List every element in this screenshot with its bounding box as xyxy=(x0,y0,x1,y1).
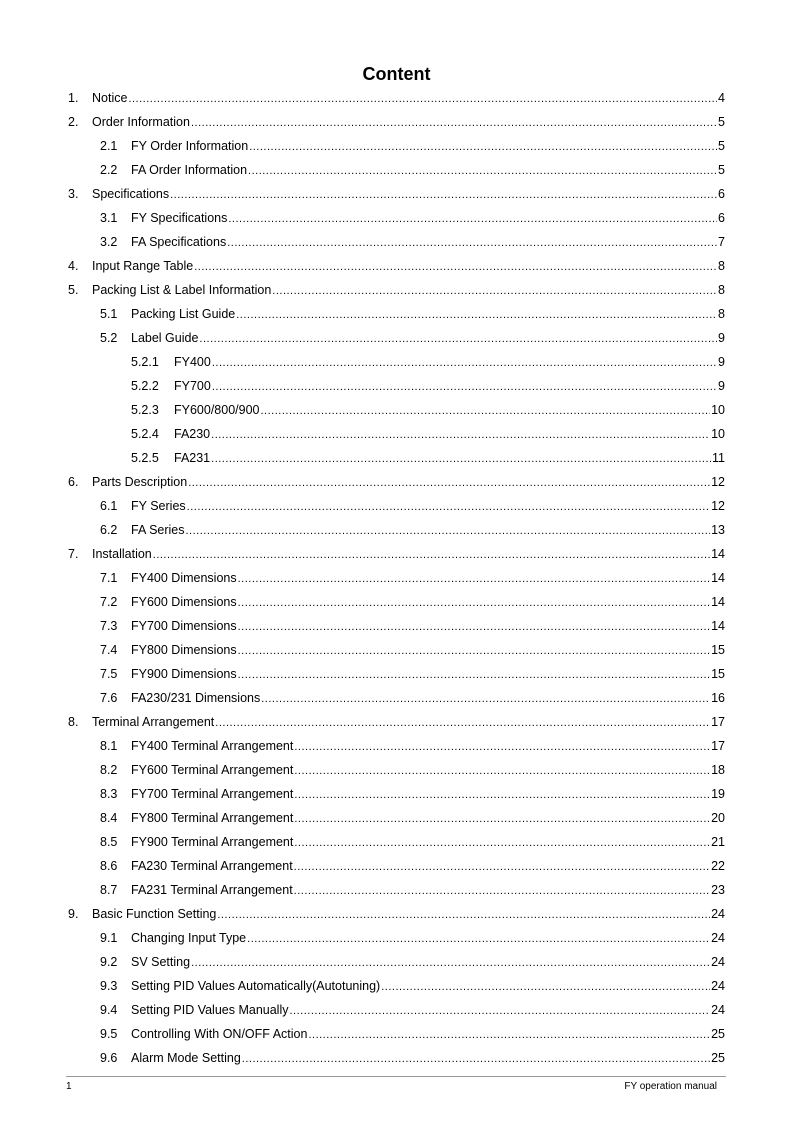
toc-entry-title: Terminal Arrangement xyxy=(92,715,215,729)
toc-entry-page: 6 xyxy=(718,187,725,201)
toc-dot-leader xyxy=(294,788,710,802)
toc-dot-leader xyxy=(294,764,710,778)
toc-entry-title: FY700 xyxy=(174,379,211,393)
toc-entry-title: FY400 Terminal Arrangement xyxy=(131,739,294,753)
toc-entry-number: 9.3 xyxy=(100,979,118,993)
toc-entry[interactable] xyxy=(68,114,725,130)
toc-entry-title: FY600 Terminal Arrangement xyxy=(131,763,294,777)
toc-entry-title: Specifications xyxy=(92,187,170,201)
toc-entry-number: 8.7 xyxy=(100,883,118,897)
toc-entry-title: FY700 Dimensions xyxy=(131,619,237,633)
toc-entry-title: Basic Function Setting xyxy=(92,907,217,921)
toc-dot-leader xyxy=(191,956,710,970)
toc-entry[interactable] xyxy=(100,570,725,586)
toc-entry-page: 16 xyxy=(711,691,725,705)
toc-entry-number: 8. xyxy=(68,715,79,729)
toc-dot-leader xyxy=(290,1004,711,1018)
toc-dot-leader xyxy=(272,284,717,298)
toc-entry-number: 5.2.2 xyxy=(131,379,159,393)
toc-entry-number: 8.2 xyxy=(100,763,118,777)
toc-entry-title: FY600 Dimensions xyxy=(131,595,237,609)
toc-entry[interactable] xyxy=(68,90,725,106)
toc-entry-page: 5 xyxy=(718,163,725,177)
toc-dot-leader xyxy=(128,92,717,106)
toc-entry-number: 4. xyxy=(68,259,79,273)
toc-entry-page: 14 xyxy=(711,547,725,561)
toc-dot-leader xyxy=(294,884,710,898)
toc-entry-number: 5.2.4 xyxy=(131,427,159,441)
toc-entry-page: 10 xyxy=(711,403,725,417)
toc-entry-page: 12 xyxy=(711,475,725,489)
toc-dot-leader xyxy=(261,404,711,418)
toc-entry-page: 14 xyxy=(711,595,725,609)
toc-entry-number: 5.2.3 xyxy=(131,403,159,417)
toc-dot-leader xyxy=(188,476,710,490)
toc-entry-number: 6. xyxy=(68,475,79,489)
toc-entry[interactable] xyxy=(100,834,725,850)
toc-dot-leader xyxy=(294,740,710,754)
toc-entry-number: 8.5 xyxy=(100,835,118,849)
toc-entry[interactable] xyxy=(100,810,725,826)
toc-entry-page: 13 xyxy=(711,523,725,537)
toc-entry-page: 12 xyxy=(711,499,725,513)
toc-dot-leader xyxy=(247,932,710,946)
toc-entry[interactable] xyxy=(100,762,725,778)
toc-entry-number: 5.2 xyxy=(100,331,118,345)
toc-entry-title: Input Range Table xyxy=(92,259,194,273)
toc-entry-number: 9.6 xyxy=(100,1051,118,1065)
toc-dot-leader xyxy=(294,836,710,850)
toc-entry[interactable] xyxy=(100,690,725,706)
toc-entry-number: 9.5 xyxy=(100,1027,118,1041)
toc-entry[interactable] xyxy=(68,186,725,202)
toc-entry[interactable] xyxy=(100,618,725,634)
toc-entry-number: 7.1 xyxy=(100,571,118,585)
toc-entry-number: 7.4 xyxy=(100,643,118,657)
toc-dot-leader xyxy=(194,260,717,274)
toc-dot-leader xyxy=(170,188,717,202)
toc-entry[interactable] xyxy=(100,330,725,346)
toc-entry-number: 2.1 xyxy=(100,139,118,153)
toc-entry-number: 3.1 xyxy=(100,211,118,225)
toc-entry-number: 8.6 xyxy=(100,859,118,873)
toc-dot-leader xyxy=(308,1028,710,1042)
toc-entry-title: FY700 Terminal Arrangement xyxy=(131,787,294,801)
toc-entry-number: 3. xyxy=(68,187,79,201)
toc-entry-page: 9 xyxy=(718,355,725,369)
toc-entry-page: 4 xyxy=(718,91,725,105)
toc-dot-leader xyxy=(211,428,710,442)
toc-entry-title: FY600/800/900 xyxy=(174,403,260,417)
toc-dot-leader xyxy=(215,716,710,730)
toc-entry-title: Changing Input Type xyxy=(131,931,247,945)
toc-dot-leader xyxy=(236,308,717,322)
toc-entry-page: 8 xyxy=(718,283,725,297)
toc-entry[interactable] xyxy=(100,1002,725,1018)
toc-entry[interactable] xyxy=(100,210,725,226)
toc-entry-number: 7. xyxy=(68,547,79,561)
toc-entry-title: Packing List Guide xyxy=(131,307,236,321)
toc-entry[interactable] xyxy=(68,714,725,730)
toc-entry-title: Label Guide xyxy=(131,331,199,345)
toc-entry-title: Controlling With ON/OFF Action xyxy=(131,1027,308,1041)
toc-dot-leader xyxy=(153,548,710,562)
toc-entry[interactable] xyxy=(68,258,725,274)
footer-divider xyxy=(66,1076,726,1077)
toc-entry-title: FY400 Dimensions xyxy=(131,571,237,585)
toc-entry-page: 17 xyxy=(711,739,725,753)
toc-entry[interactable] xyxy=(100,954,725,970)
toc-entry[interactable] xyxy=(100,1026,725,1042)
toc-entry-page: 15 xyxy=(711,643,725,657)
toc-entry-number: 8.4 xyxy=(100,811,118,825)
toc-entry-page: 8 xyxy=(718,259,725,273)
toc-dot-leader xyxy=(381,980,710,994)
toc-entry-title: Parts Description xyxy=(92,475,188,489)
toc-entry-page: 6 xyxy=(718,211,725,225)
toc-entry-title: Setting PID Values Manually xyxy=(131,1003,289,1017)
toc-entry[interactable] xyxy=(100,978,725,994)
toc-entry-page: 20 xyxy=(711,811,725,825)
toc-entry-page: 10 xyxy=(711,427,725,441)
toc-entry[interactable] xyxy=(100,738,725,754)
toc-entry-number: 6.2 xyxy=(100,523,118,537)
toc-entry-title: FY400 xyxy=(174,355,211,369)
toc-entry-page: 25 xyxy=(711,1027,725,1041)
toc-dot-leader xyxy=(238,668,710,682)
toc-entry-title: FY Specifications xyxy=(131,211,228,225)
toc-dot-leader xyxy=(212,380,717,394)
toc-entry-number: 2. xyxy=(68,115,79,129)
footer-page-number: 1 xyxy=(66,1081,72,1092)
toc-entry-title: FA230/231 Dimensions xyxy=(131,691,261,705)
toc-entry-page: 9 xyxy=(718,379,725,393)
toc-entry-title: Setting PID Values Automatically(Autotuning) xyxy=(131,979,381,993)
toc-dot-leader xyxy=(242,1052,710,1066)
toc-entry-page: 25 xyxy=(711,1051,725,1065)
toc-entry-number: 9. xyxy=(68,907,79,921)
toc-entry-number: 2.2 xyxy=(100,163,118,177)
toc-entry[interactable] xyxy=(100,594,725,610)
toc-entry-page: 15 xyxy=(711,667,725,681)
toc-entry-title: FY900 Terminal Arrangement xyxy=(131,835,294,849)
toc-entry[interactable] xyxy=(100,930,725,946)
toc-entry-title: FY Order Information xyxy=(131,139,249,153)
toc-dot-leader xyxy=(238,572,710,586)
toc-dot-leader xyxy=(228,212,717,226)
toc-entry-page: 22 xyxy=(711,859,725,873)
toc-entry[interactable] xyxy=(131,378,725,394)
toc-entry-number: 5.2.1 xyxy=(131,355,159,369)
toc-entry-title: Installation xyxy=(92,547,152,561)
toc-entry-page: 24 xyxy=(711,955,725,969)
toc-entry[interactable] xyxy=(100,786,725,802)
toc-entry[interactable] xyxy=(100,666,725,682)
toc-entry-title: FA Order Information xyxy=(131,163,248,177)
toc-dot-leader xyxy=(191,116,717,130)
toc-entry-number: 9.1 xyxy=(100,931,118,945)
toc-entry-title: FA231 xyxy=(174,451,211,465)
toc-entry[interactable] xyxy=(68,474,725,490)
toc-dot-leader xyxy=(187,500,710,514)
toc-entry-number: 8.3 xyxy=(100,787,118,801)
toc-entry-number: 9.4 xyxy=(100,1003,118,1017)
toc-entry-page: 8 xyxy=(718,307,725,321)
toc-entry[interactable] xyxy=(100,498,725,514)
toc-entry[interactable] xyxy=(100,234,725,250)
toc-entry-page: 5 xyxy=(718,115,725,129)
toc-entry-number: 5.2.5 xyxy=(131,451,159,465)
toc-entry-page: 18 xyxy=(711,763,725,777)
toc-dot-leader xyxy=(227,236,717,250)
toc-entry[interactable] xyxy=(100,306,725,322)
toc-entry-title: SV Setting xyxy=(131,955,191,969)
page-title: Content xyxy=(362,64,431,84)
toc-entry[interactable] xyxy=(68,546,725,562)
toc-entry-title: FY900 Dimensions xyxy=(131,667,237,681)
toc-entry-page: 14 xyxy=(711,571,725,585)
toc-dot-leader xyxy=(238,644,710,658)
toc-entry-title: Packing List & Label Information xyxy=(92,283,272,297)
toc-entry-number: 7.6 xyxy=(100,691,118,705)
toc-entry-page: 24 xyxy=(711,931,725,945)
toc-dot-leader xyxy=(211,452,711,466)
toc-entry-number: 7.2 xyxy=(100,595,118,609)
toc-entry[interactable] xyxy=(131,450,725,466)
toc-entry-title: FY800 Terminal Arrangement xyxy=(131,811,294,825)
toc-entry[interactable] xyxy=(131,426,725,442)
toc-entry[interactable] xyxy=(131,402,725,418)
toc-entry-number: 7.5 xyxy=(100,667,118,681)
footer-manual-title: FY operation manual xyxy=(624,1081,717,1092)
toc-entry-page: 23 xyxy=(711,883,725,897)
toc-entry-page: 24 xyxy=(711,1003,725,1017)
toc-entry-page: 24 xyxy=(711,907,725,921)
toc-dot-leader xyxy=(294,860,710,874)
toc-dot-leader xyxy=(249,140,717,154)
toc-entry-title: FY Series xyxy=(131,499,186,513)
toc-entry[interactable] xyxy=(68,282,725,298)
toc-entry[interactable] xyxy=(100,522,725,538)
toc-dot-leader xyxy=(186,524,711,538)
toc-entry-title: Notice xyxy=(92,91,128,105)
toc-entry-number: 1. xyxy=(68,91,79,105)
toc-entry[interactable] xyxy=(100,138,725,154)
toc-entry-number: 5.1 xyxy=(100,307,118,321)
toc-entry-number: 3.2 xyxy=(100,235,118,249)
toc-entry-number: 7.3 xyxy=(100,619,118,633)
toc-entry[interactable] xyxy=(100,642,725,658)
toc-entry-number: 5. xyxy=(68,283,79,297)
toc-dot-leader xyxy=(238,596,710,610)
toc-entry-title: FA230 xyxy=(174,427,211,441)
toc-dot-leader xyxy=(217,908,710,922)
toc-entry-title: FA230 Terminal Arrangement xyxy=(131,859,293,873)
toc-dot-leader xyxy=(199,332,717,346)
toc-entry-title: Alarm Mode Setting xyxy=(131,1051,241,1065)
toc-dot-leader xyxy=(248,164,717,178)
toc-entry[interactable] xyxy=(100,1050,725,1066)
toc-entry-page: 19 xyxy=(711,787,725,801)
toc-entry[interactable] xyxy=(68,906,725,922)
toc-entry-title: FA Specifications xyxy=(131,235,227,249)
toc-entry-page: 7 xyxy=(718,235,725,249)
toc-entry-page: 14 xyxy=(711,619,725,633)
toc-entry-title: FA231 Terminal Arrangement xyxy=(131,883,293,897)
toc-entry-number: 9.2 xyxy=(100,955,118,969)
toc-dot-leader xyxy=(261,692,710,706)
toc-entry-title: FY800 Dimensions xyxy=(131,643,237,657)
toc-entry[interactable] xyxy=(100,858,725,874)
toc-entry-title: Order Information xyxy=(92,115,190,129)
toc-entry-number: 8.1 xyxy=(100,739,118,753)
toc-dot-leader xyxy=(294,812,710,826)
toc-entry-page: 21 xyxy=(711,835,725,849)
toc-entry-title: FA Series xyxy=(131,523,185,537)
toc-entry[interactable] xyxy=(131,354,725,370)
toc-entry-page: 17 xyxy=(711,715,725,729)
toc-entry-page: 11 xyxy=(712,451,725,465)
toc-entry[interactable] xyxy=(100,162,725,178)
toc-entry-page: 9 xyxy=(718,331,725,345)
toc-entry-number: 6.1 xyxy=(100,499,118,513)
toc-dot-leader xyxy=(238,620,710,634)
toc-entry[interactable] xyxy=(100,882,725,898)
toc-dot-leader xyxy=(212,356,717,370)
toc-entry-page: 5 xyxy=(718,139,725,153)
toc-entry-page: 24 xyxy=(711,979,725,993)
